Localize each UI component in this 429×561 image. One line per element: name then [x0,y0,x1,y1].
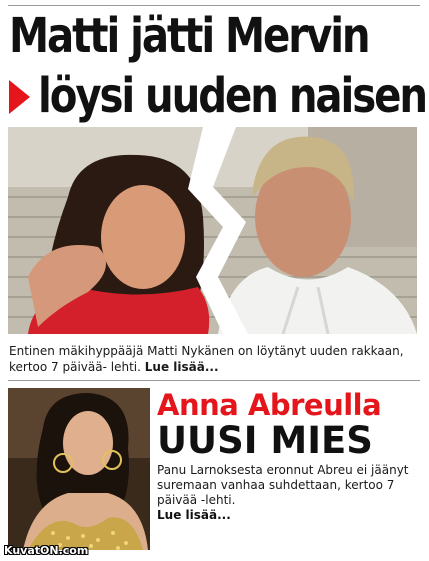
headline-line-1[interactable]: Matti jätti Mervin [9,8,369,64]
anna-abreu-photo[interactable] [8,388,150,550]
read-more-link-1[interactable]: Lue lisää... [144,360,219,374]
headline-line-2[interactable]: löysi uuden naisen [38,68,427,124]
second-story-name[interactable]: Anna Abreulla [157,388,382,422]
watermark: KuvatON.com [4,544,89,557]
second-story-body: Panu Larnoksesta eronnut Abreu ei jäänyt suremaan vanhaa suhdettaan, kertoo 7 päivää -lehti. [157,463,409,507]
red-play-triangle-icon [9,80,30,114]
middle-rule [8,380,420,381]
second-story-headline[interactable]: UUSI MIES [157,419,373,462]
lead-text: Entinen mäkihyppääjä Matti Nykänen on löytänyt uuden rakkaan, kertoo 7 päivää- lehti. [9,344,404,374]
couple-photo[interactable] [8,127,417,334]
read-more-link-2[interactable]: Lue lisää... [157,508,231,522]
top-rule [8,5,420,6]
anna-abreu-illustration [8,388,150,550]
couple-photo-illustration [8,127,417,334]
lead-paragraph [9,343,421,375]
